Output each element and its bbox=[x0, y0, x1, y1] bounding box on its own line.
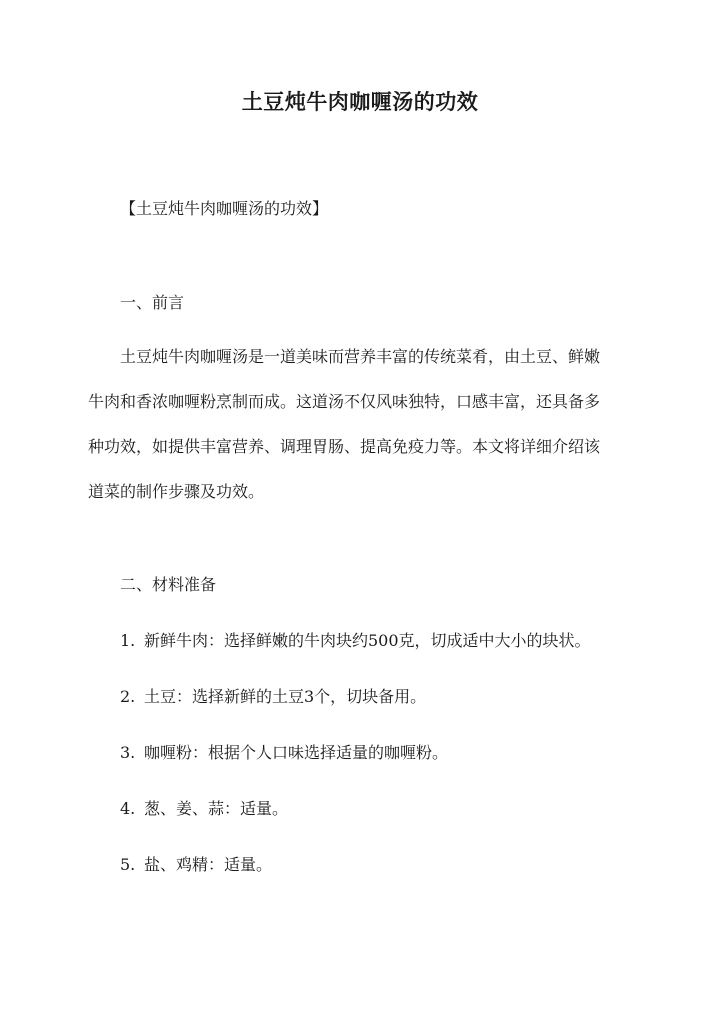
bracket-heading: 【土豆炖牛肉咖喱汤的功效】 bbox=[120, 199, 329, 218]
list-item-number: 5. bbox=[120, 855, 136, 874]
section-heading-materials: 二、材料准备 bbox=[120, 575, 217, 594]
list-item bbox=[120, 630, 591, 652]
list-item-text: 咖喱粉：根据个人口味选择适量的咖喱粉。 bbox=[144, 743, 449, 762]
list-item bbox=[120, 742, 448, 764]
section-heading-preface: 一、前言 bbox=[120, 293, 185, 312]
list-item-number: 1. bbox=[120, 631, 136, 650]
list-item bbox=[120, 686, 426, 708]
list-item-text: 新鲜牛肉：选择鲜嫩的牛肉块约500克，切成适中大小的块状。 bbox=[144, 631, 591, 650]
list-item bbox=[120, 798, 288, 820]
list-item-number: 2. bbox=[120, 687, 136, 706]
list-item-text: 盐、鸡精：适量。 bbox=[144, 855, 273, 874]
document-title: 土豆炖牛肉咖喱汤的功效 bbox=[241, 89, 479, 114]
preface-paragraph-line-1: 土豆炖牛肉咖喱汤是一道美味而营养丰富的传统菜肴，由土豆、鲜嫩 bbox=[120, 347, 601, 366]
list-item-number: 4. bbox=[120, 799, 136, 818]
list-item-text: 土豆：选择新鲜的土豆3个，切块备用。 bbox=[144, 687, 427, 706]
preface-paragraph-line-4: 道菜的制作步骤及功效。 bbox=[88, 482, 265, 501]
list-item bbox=[120, 854, 272, 876]
list-item-number: 3. bbox=[120, 743, 136, 762]
preface-paragraph-line-2: 牛肉和香浓咖喱粉烹制而成。这道汤不仅风味独特，口感丰富，还具备多 bbox=[88, 392, 601, 411]
preface-paragraph-line-3: 种功效，如提供丰富营养、调理胃肠、提高免疫力等。本文将详细介绍该 bbox=[88, 437, 601, 456]
list-item-text: 葱、姜、蒜：适量。 bbox=[144, 799, 289, 818]
